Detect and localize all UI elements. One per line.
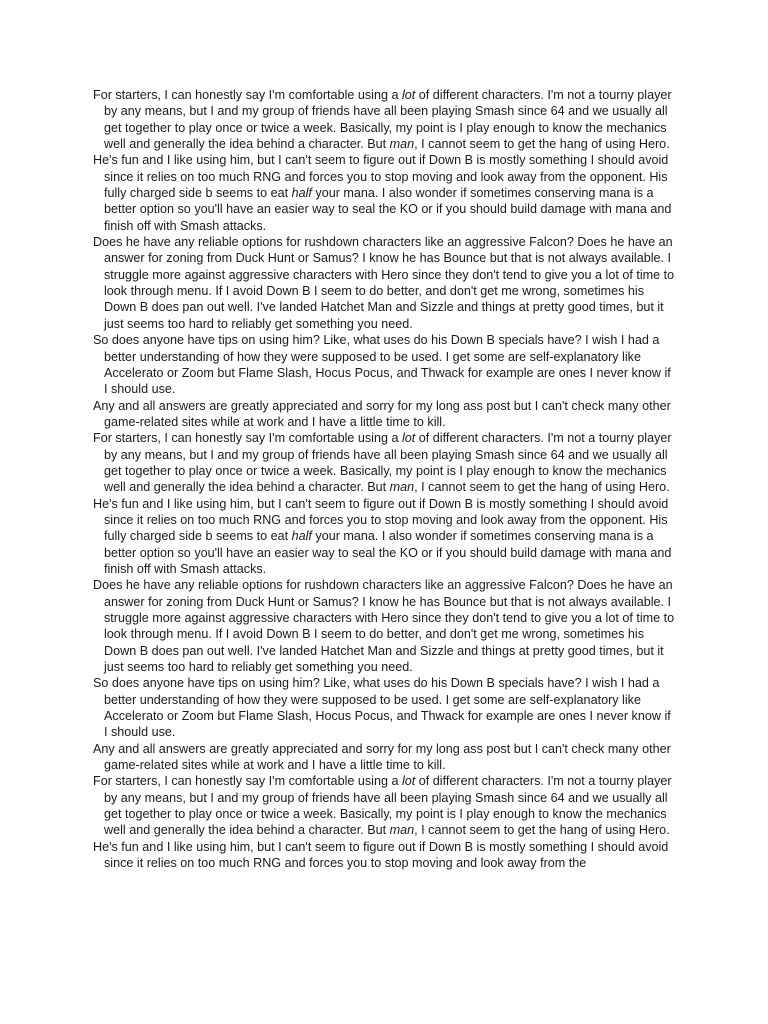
paragraph-text: He's fun and I like using him, but I can't seem to figure out if Down B is mostly something I should avoid since it relies on too much RNG and forces you to stop moving and look away from the [93, 839, 669, 871]
paragraph [93, 675, 677, 740]
emphasis-text: man [389, 137, 415, 152]
paragraph-text: For starters, I can honestly say I'm comfortable using a [93, 431, 402, 446]
paragraph-text: For starters, I can honestly say I'm comfortable using a [93, 774, 402, 789]
paragraph-text: , I cannot seem to get the hang of using Hero. [414, 480, 670, 495]
paragraph [93, 773, 677, 838]
paragraph [93, 741, 677, 774]
paragraph [93, 839, 677, 872]
paragraph-text: of different characters. I'm not a tourny player by any means, but I and my group of friends have all been playing Smash since 64 and we usually all get together to play once or twice a week. Basically, my point is I play enough to know the mechanics well and generally the idea behind a character. But [104, 431, 672, 495]
paragraph [93, 577, 677, 675]
emphasis-text: lot [401, 774, 416, 789]
emphasis-text: man [389, 480, 415, 495]
paragraph-text: So does anyone have tips on using him? Like, what uses do his Down B specials have? I wish I had a better understanding of how they were supposed to be used. I get some are self-explanatory like Accelerato or Zoom but Flame Slash, Hocus Pocus, and Thwack for example are ones I never know if I should use. [93, 676, 671, 740]
paragraph [93, 152, 677, 234]
paragraph-text: , I cannot seem to get the hang of using Hero. [414, 823, 670, 838]
paragraph-text: Any and all answers are greatly appreciated and sorry for my long ass post but I can't check many other game-related sites while at work and I have a little time to kill. [93, 741, 671, 773]
emphasis-text: lot [401, 88, 416, 102]
paragraph-text: Does he have any reliable options for rushdown characters like an aggressive Falcon? Does he have an answer for zoning from Duck Hunt or Samus? I know he has Bounce but that is not always available. I struggle more against aggressive characters with Hero since they don't tend to give you a lot of time to look through menu. If I avoid Down B I seem to do better, and don't get me wrong, sometimes his Down B does pan out well. I've landed Hatchet Man and Sizzle and things at pretty good times, but it just seems too hard to reliably get something you need. [93, 235, 675, 331]
paragraph [93, 234, 677, 332]
paragraph-text: For starters, I can honestly say I'm comfortable using a [93, 88, 402, 102]
paragraph-text: of different characters. I'm not a tourny player by any means, but I and my group of friends have all been playing Smash since 64 and we usually all get together to play once or twice a week. Basically, my point is I play enough to know the mechanics well and generally the idea behind a character. But [104, 774, 672, 838]
paragraph-text: your mana. I also wonder if sometimes conserving mana is a better option so you'll have an easier way to seal the KO or if you should build damage with mana and finish off with Smash attacks. [104, 186, 672, 233]
paragraph-text: your mana. I also wonder if sometimes conserving mana is a better option so you'll have an easier way to seal the KO or if you should build damage with mana and finish off with Smash attacks. [104, 529, 672, 576]
paragraph [93, 87, 677, 152]
paragraph-text: , I cannot seem to get the hang of using Hero. [414, 137, 670, 152]
paragraph [93, 496, 677, 578]
paragraph-text: Any and all answers are greatly appreciated and sorry for my long ass post but I can't check many other game-related sites while at work and I have a little time to kill. [93, 398, 671, 429]
document-page [93, 87, 677, 872]
emphasis-text: half [291, 186, 312, 201]
paragraph [93, 332, 677, 397]
paragraph-text: So does anyone have tips on using him? Like, what uses do his Down B specials have? I wish I had a better understanding of how they were supposed to be used. I get some are self-explanatory like Accelerato or Zoom but Flame Slash, Hocus Pocus, and Thwack for example are ones I never know if I should use. [93, 333, 671, 397]
paragraph-text: of different characters. I'm not a tourny player by any means, but I and my group of friends have all been playing Smash since 64 and we usually all get together to play once or twice a week. Basically, my point is I play enough to know the mechanics well and generally the idea behind a character. But [104, 88, 672, 152]
paragraph-text: He's fun and I like using him, but I can't seem to figure out if Down B is mostly something I should avoid since it relies on too much RNG and forces you to stop moving and look away from the opponent. His fully charged side b seems to eat [93, 496, 669, 544]
paragraph-text: He's fun and I like using him, but I can't seem to figure out if Down B is mostly something I should avoid since it relies on too much RNG and forces you to stop moving and look away from the opponent. His fully charged side b seems to eat [93, 153, 669, 201]
emphasis-text: lot [401, 431, 416, 446]
paragraph-text: Does he have any reliable options for rushdown characters like an aggressive Falcon? Does he have an answer for zoning from Duck Hunt or Samus? I know he has Bounce but that is not always available. I struggle more against aggressive characters with Hero since they don't tend to give you a lot of time to look through menu. If I avoid Down B I seem to do better, and don't get me wrong, sometimes his Down B does pan out well. I've landed Hatchet Man and Sizzle and things at pretty good times, but it just seems too hard to reliably get something you need. [93, 578, 675, 675]
paragraph [93, 430, 677, 495]
emphasis-text: half [291, 529, 312, 544]
paragraph [93, 398, 677, 431]
emphasis-text: man [389, 823, 415, 838]
